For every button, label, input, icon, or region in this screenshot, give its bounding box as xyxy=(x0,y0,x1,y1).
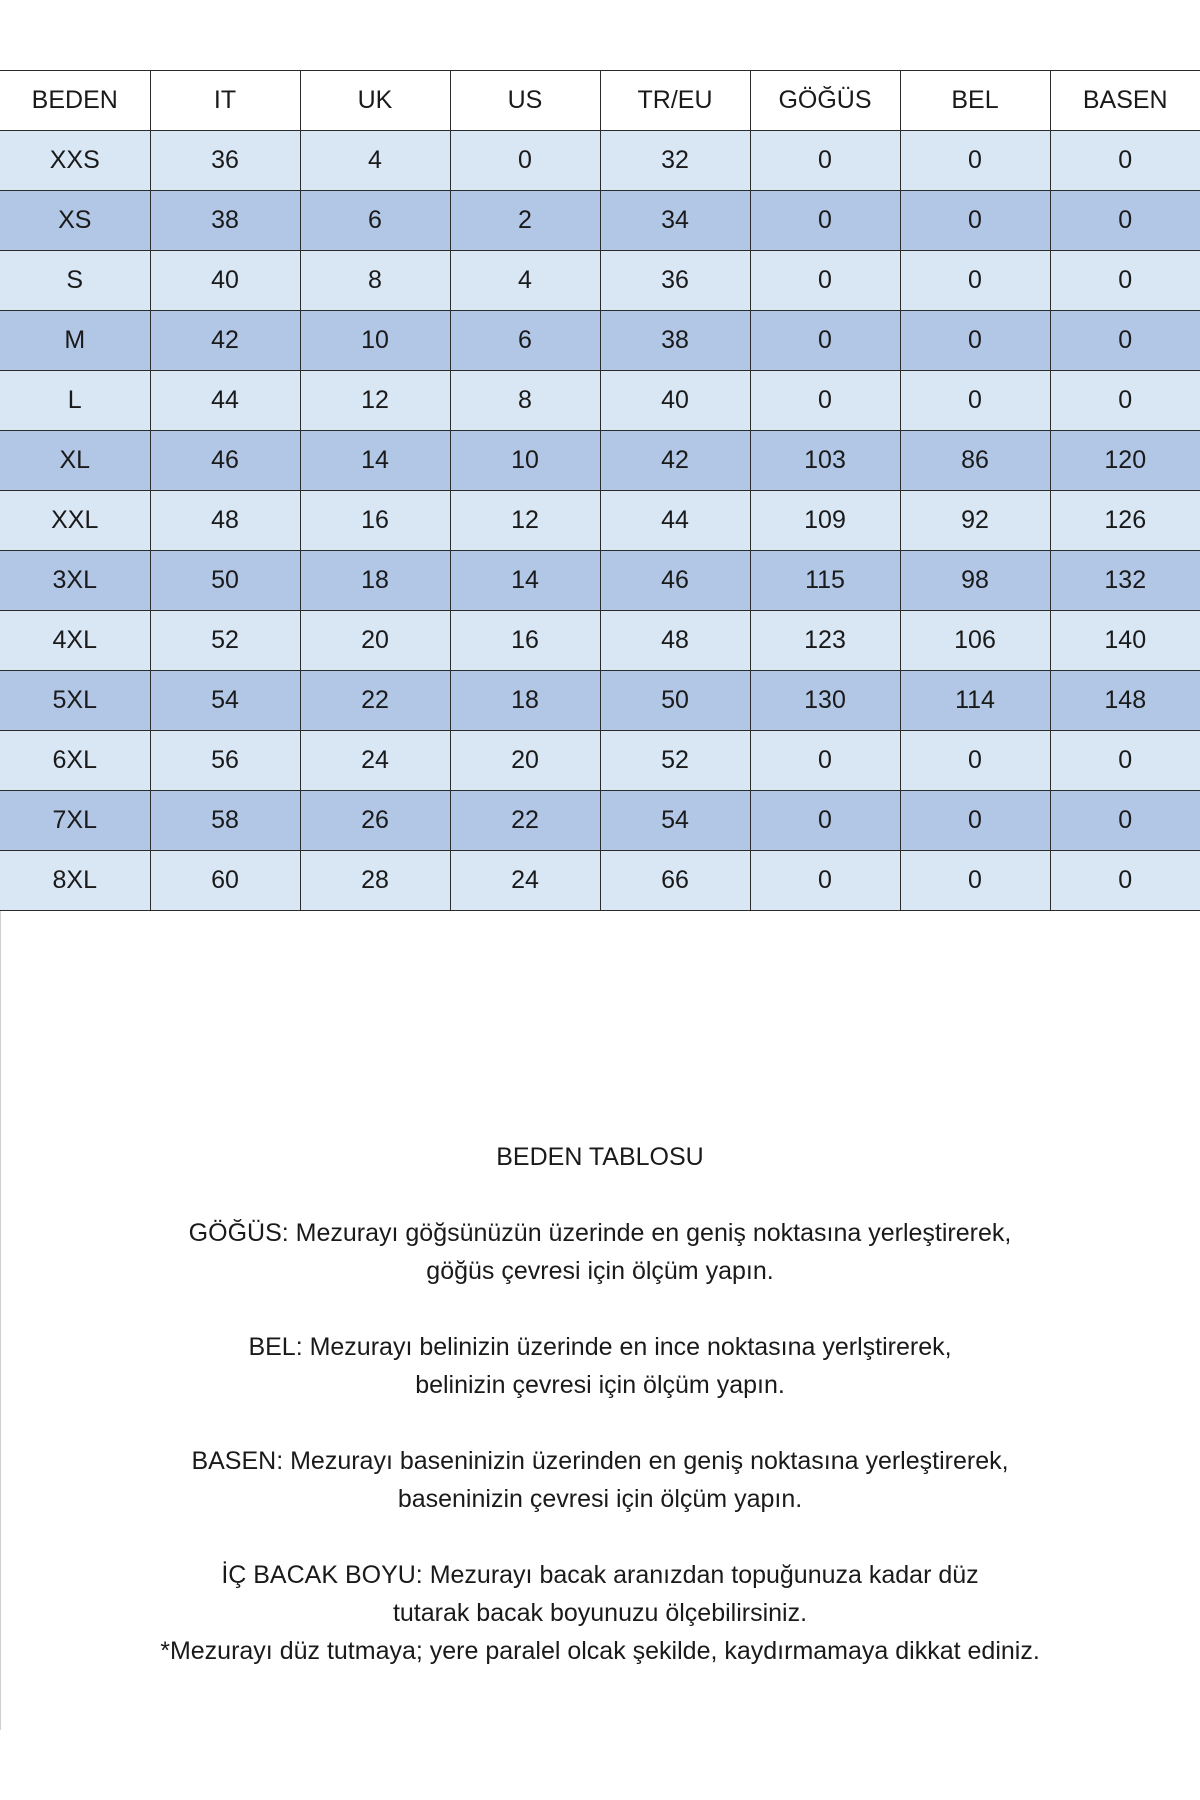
size-label-cell: 3XL xyxy=(0,551,150,611)
table-cell: 44 xyxy=(150,371,300,431)
size-label-cell: XS xyxy=(0,191,150,251)
size-label-cell: XXS xyxy=(0,131,150,191)
table-row xyxy=(0,131,1200,191)
table-cell: 18 xyxy=(300,551,450,611)
table-cell: 48 xyxy=(150,491,300,551)
table-cell: 50 xyxy=(150,551,300,611)
table-cell: 14 xyxy=(450,551,600,611)
size-label-cell: XXL xyxy=(0,491,150,551)
table-row xyxy=(0,191,1200,251)
table-cell: 0 xyxy=(1050,851,1200,911)
size-label-cell: 7XL xyxy=(0,791,150,851)
table-cell: 24 xyxy=(300,731,450,791)
table-cell: 2 xyxy=(450,191,600,251)
table-cell: 16 xyxy=(300,491,450,551)
table-cell: 92 xyxy=(900,491,1050,551)
table-cell: 114 xyxy=(900,671,1050,731)
table-cell: 28 xyxy=(300,851,450,911)
table-cell: 106 xyxy=(900,611,1050,671)
table-cell: 20 xyxy=(450,731,600,791)
table-cell: 22 xyxy=(450,791,600,851)
table-row xyxy=(0,791,1200,851)
waist-instruction xyxy=(0,1328,1200,1404)
table-cell: 8 xyxy=(450,371,600,431)
table-cell: 0 xyxy=(900,371,1050,431)
size-guide-notes xyxy=(0,1138,1200,1670)
table-cell: 0 xyxy=(750,191,900,251)
table-cell: 0 xyxy=(750,851,900,911)
table-row xyxy=(0,371,1200,431)
table-cell: 6 xyxy=(450,311,600,371)
table-cell: 0 xyxy=(1050,131,1200,191)
size-chart-body xyxy=(0,131,1200,911)
table-cell: 8 xyxy=(300,251,450,311)
table-cell: 40 xyxy=(150,251,300,311)
inseam-instruction xyxy=(0,1556,1200,1670)
inseam-instruction-line: İÇ BACAK BOYU: Mezurayı bacak aranızdan topuğunuza kadar düz xyxy=(221,1561,979,1589)
table-cell: 38 xyxy=(600,311,750,371)
size-label-cell: XL xyxy=(0,431,150,491)
table-cell: 0 xyxy=(750,251,900,311)
table-header-row xyxy=(0,71,1200,131)
table-cell: 56 xyxy=(150,731,300,791)
table-cell: 0 xyxy=(1050,251,1200,311)
waist-instruction-line: belinizin çevresi için ölçüm yapın. xyxy=(415,1371,785,1399)
inseam-warning-line: *Mezurayı düz tutmaya; yere paralel olcak şekilde, kaydırmamaya dikkat ediniz. xyxy=(160,1637,1040,1665)
table-cell: 12 xyxy=(300,371,450,431)
table-cell: 0 xyxy=(900,191,1050,251)
chest-instruction-line: göğüs çevresi için ölçüm yapın. xyxy=(426,1257,774,1285)
hip-instruction-line: baseninizin çevresi için ölçüm yapın. xyxy=(397,1485,803,1513)
table-cell: 52 xyxy=(600,731,750,791)
size-label-cell: M xyxy=(0,311,150,371)
header-cell: UK xyxy=(300,71,450,131)
table-cell: 34 xyxy=(600,191,750,251)
table-row xyxy=(0,551,1200,611)
size-label-cell: L xyxy=(0,371,150,431)
table-cell: 109 xyxy=(750,491,900,551)
table-cell: 0 xyxy=(1050,191,1200,251)
table-cell: 0 xyxy=(1050,731,1200,791)
table-cell: 26 xyxy=(300,791,450,851)
header-cell: BEDEN xyxy=(0,71,150,131)
table-cell: 120 xyxy=(1050,431,1200,491)
hip-instruction xyxy=(0,1442,1200,1518)
table-cell: 38 xyxy=(150,191,300,251)
table-cell: 0 xyxy=(900,791,1050,851)
chest-instruction xyxy=(0,1214,1200,1290)
table-cell: 14 xyxy=(300,431,450,491)
table-cell: 86 xyxy=(900,431,1050,491)
table-cell: 0 xyxy=(1050,311,1200,371)
table-cell: 48 xyxy=(600,611,750,671)
table-cell: 20 xyxy=(300,611,450,671)
table-cell: 42 xyxy=(600,431,750,491)
size-label-cell: S xyxy=(0,251,150,311)
table-cell: 46 xyxy=(150,431,300,491)
table-cell: 16 xyxy=(450,611,600,671)
header-cell: IT xyxy=(150,71,300,131)
table-cell: 44 xyxy=(600,491,750,551)
table-cell: 126 xyxy=(1050,491,1200,551)
table-cell: 50 xyxy=(600,671,750,731)
table-cell: 130 xyxy=(750,671,900,731)
table-cell: 115 xyxy=(750,551,900,611)
table-cell: 32 xyxy=(600,131,750,191)
table-cell: 54 xyxy=(150,671,300,731)
inseam-instruction-line: tutarak bacak boyunuzu ölçebilirsiniz. xyxy=(392,1599,808,1627)
table-cell: 54 xyxy=(600,791,750,851)
table-cell: 0 xyxy=(900,731,1050,791)
table-cell: 6 xyxy=(300,191,450,251)
table-row xyxy=(0,311,1200,371)
header-cell: US xyxy=(450,71,600,131)
table-row xyxy=(0,251,1200,311)
table-row xyxy=(0,731,1200,791)
table-cell: 10 xyxy=(300,311,450,371)
size-label-cell: 5XL xyxy=(0,671,150,731)
table-cell: 60 xyxy=(150,851,300,911)
table-cell: 4 xyxy=(300,131,450,191)
header-cell: BEL xyxy=(900,71,1050,131)
table-cell: 4 xyxy=(450,251,600,311)
table-cell: 66 xyxy=(600,851,750,911)
table-row xyxy=(0,611,1200,671)
table-row xyxy=(0,851,1200,911)
table-cell: 0 xyxy=(750,131,900,191)
table-cell: 0 xyxy=(1050,371,1200,431)
table-row xyxy=(0,671,1200,731)
table-cell: 140 xyxy=(1050,611,1200,671)
chest-instruction-line: GÖĞÜS: Mezurayı göğsünüzün üzerinde en geniş noktasına yerleştirerek, xyxy=(188,1219,1012,1247)
size-label-cell: 4XL xyxy=(0,611,150,671)
table-cell: 58 xyxy=(150,791,300,851)
waist-instruction-line: BEL: Mezurayı belinizin üzerinde en ince noktasına yerlştirerek, xyxy=(248,1333,952,1361)
size-label-cell: 8XL xyxy=(0,851,150,911)
table-cell: 103 xyxy=(750,431,900,491)
header-cell: BASEN xyxy=(1050,71,1200,131)
table-cell: 98 xyxy=(900,551,1050,611)
table-cell: 0 xyxy=(750,371,900,431)
table-cell: 24 xyxy=(450,851,600,911)
table-cell: 10 xyxy=(450,431,600,491)
size-label-cell: 6XL xyxy=(0,731,150,791)
table-cell: 42 xyxy=(150,311,300,371)
header-cell: GÖĞÜS xyxy=(750,71,900,131)
hip-instruction-line: BASEN: Mezurayı baseninizin üzerinden en geniş noktasına yerleştirerek, xyxy=(191,1447,1009,1475)
table-cell: 0 xyxy=(750,791,900,851)
table-cell: 0 xyxy=(1050,791,1200,851)
table-cell: 36 xyxy=(150,131,300,191)
table-cell: 132 xyxy=(1050,551,1200,611)
table-row xyxy=(0,491,1200,551)
table-cell: 36 xyxy=(600,251,750,311)
table-cell: 22 xyxy=(300,671,450,731)
notes-title: BEDEN TABLOSU xyxy=(496,1143,704,1171)
table-cell: 12 xyxy=(450,491,600,551)
size-chart-table xyxy=(0,70,1200,911)
table-cell: 123 xyxy=(750,611,900,671)
table-cell: 0 xyxy=(900,311,1050,371)
table-cell: 148 xyxy=(1050,671,1200,731)
table-cell: 52 xyxy=(150,611,300,671)
table-cell: 0 xyxy=(900,131,1050,191)
table-cell: 46 xyxy=(600,551,750,611)
table-cell: 0 xyxy=(450,131,600,191)
table-cell: 0 xyxy=(750,311,900,371)
table-cell: 40 xyxy=(600,371,750,431)
table-cell: 0 xyxy=(900,251,1050,311)
table-cell: 18 xyxy=(450,671,600,731)
table-row xyxy=(0,431,1200,491)
table-cell: 0 xyxy=(900,851,1050,911)
header-cell: TR/EU xyxy=(600,71,750,131)
table-cell: 0 xyxy=(750,731,900,791)
